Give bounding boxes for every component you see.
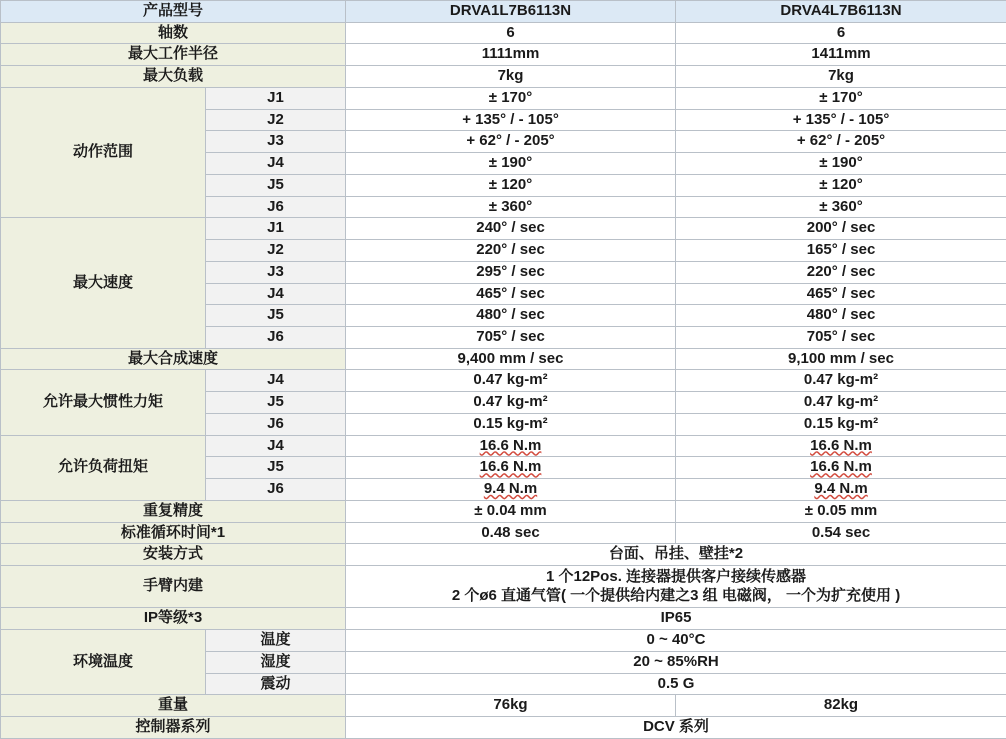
row-value-max-radius-1: 1111mm xyxy=(346,44,676,66)
sub-label-humidity: 湿度 xyxy=(206,651,346,673)
repeatability-model2: ± 0.05 mm xyxy=(676,500,1006,522)
weight-model2: 82kg xyxy=(676,695,1006,717)
environment-temperature-value: 0 ~ 40°C xyxy=(346,630,1006,652)
speed-j2-model2: 165° / sec xyxy=(676,240,1006,262)
row-label-ip-rating: IP等级*3 xyxy=(1,608,346,630)
speed-j4-model1: 465° / sec xyxy=(346,283,676,305)
table-row xyxy=(1,717,1006,739)
inertia-j5-model1: 0.47 kg-m² xyxy=(346,392,676,414)
table-row xyxy=(1,348,1006,370)
row-label-cycle-time: 标准循环时间*1 xyxy=(1,522,346,544)
row-value-max-radius-2: 1411mm xyxy=(676,44,1006,66)
table-row xyxy=(1,66,1006,88)
inertia-j6-model1: 0.15 kg-m² xyxy=(346,413,676,435)
weight-model1: 76kg xyxy=(346,695,676,717)
row-label-arm-builtin: 手臂内建 xyxy=(1,566,346,608)
table-row xyxy=(1,566,1006,608)
group-label-max-speed: 最大速度 xyxy=(1,218,206,348)
environment-vibration-value: 0.5 G xyxy=(346,673,1006,695)
sub-label-speed-j1: J1 xyxy=(206,218,346,240)
repeatability-model1: ± 0.04 mm xyxy=(346,500,676,522)
row-value-max-payload-1: 7kg xyxy=(346,66,676,88)
speed-j5-model2: 480° / sec xyxy=(676,305,1006,327)
header-model-2: DRVA4L7B6113N xyxy=(676,1,1006,23)
row-label-composite-speed: 最大合成速度 xyxy=(1,348,346,370)
table-row xyxy=(1,22,1006,44)
composite-speed-model2: 9,100 mm / sec xyxy=(676,348,1006,370)
row-value-axes-2: 6 xyxy=(676,22,1006,44)
speed-j6-model2: 705° / sec xyxy=(676,327,1006,349)
row-label-mounting: 安装方式 xyxy=(1,544,346,566)
row-label-max-radius: 最大工作半径 xyxy=(1,44,346,66)
speed-j5-model1: 480° / sec xyxy=(346,305,676,327)
sub-label-motion-j6: J6 xyxy=(206,196,346,218)
table-row xyxy=(1,695,1006,717)
speed-j4-model2: 465° / sec xyxy=(676,283,1006,305)
controller-value: DCV 系列 xyxy=(346,717,1006,739)
table-row xyxy=(1,370,1006,392)
row-label-controller: 控制器系列 xyxy=(1,717,346,739)
table-row xyxy=(1,435,1006,457)
torque-j4-model2: 16.6 N.m xyxy=(676,435,1006,457)
torque-j6-model1: 9.4 N.m xyxy=(346,479,676,501)
sub-label-inertia-j6: J6 xyxy=(206,413,346,435)
motion-j1-model2: ± 170° xyxy=(676,87,1006,109)
speed-j6-model1: 705° / sec xyxy=(346,327,676,349)
sub-label-motion-j1: J1 xyxy=(206,87,346,109)
row-label-max-payload: 最大负载 xyxy=(1,66,346,88)
sub-label-torque-j6: J6 xyxy=(206,479,346,501)
sub-label-speed-j3: J3 xyxy=(206,261,346,283)
motion-j2-model2: + 135° / - 105° xyxy=(676,109,1006,131)
row-label-weight: 重量 xyxy=(1,695,346,717)
sub-label-speed-j6: J6 xyxy=(206,327,346,349)
row-label-axes: 轴数 xyxy=(1,22,346,44)
sub-label-speed-j4: J4 xyxy=(206,283,346,305)
motion-j6-model2: ± 360° xyxy=(676,196,1006,218)
speed-j3-model2: 220° / sec xyxy=(676,261,1006,283)
table-row xyxy=(1,522,1006,544)
sub-label-temperature: 温度 xyxy=(206,630,346,652)
sub-label-speed-j2: J2 xyxy=(206,240,346,262)
group-label-max-torque: 允许负荷扭矩 xyxy=(1,435,206,500)
group-label-motion-range: 动作范围 xyxy=(1,87,206,217)
torque-j6-model2: 9.4 N.m xyxy=(676,479,1006,501)
cycle-time-model2: 0.54 sec xyxy=(676,522,1006,544)
arm-builtin-line2: 2 个ø6 直通气管( 一个提供给内建之3 组 电磁阀， 一个为扩充使用 ) xyxy=(451,586,901,604)
ip-rating-value: IP65 xyxy=(346,608,1006,630)
arm-builtin-value xyxy=(346,566,1006,608)
table-row xyxy=(1,87,1006,109)
motion-j5-model1: ± 120° xyxy=(346,174,676,196)
inertia-j5-model2: 0.47 kg-m² xyxy=(676,392,1006,414)
sub-label-speed-j5: J5 xyxy=(206,305,346,327)
motion-j3-model1: + 62° / - 205° xyxy=(346,131,676,153)
torque-j5-model1: 16.6 N.m xyxy=(346,457,676,479)
row-value-axes-1: 6 xyxy=(346,22,676,44)
table-row xyxy=(1,630,1006,652)
speed-j3-model1: 295° / sec xyxy=(346,261,676,283)
motion-j6-model1: ± 360° xyxy=(346,196,676,218)
header-model-1: DRVA1L7B6113N xyxy=(346,1,676,23)
mounting-value: 台面、吊挂、壁挂*2 xyxy=(346,544,1006,566)
motion-j3-model2: + 62° / - 205° xyxy=(676,131,1006,153)
speed-j1-model1: 240° / sec xyxy=(346,218,676,240)
motion-j5-model2: ± 120° xyxy=(676,174,1006,196)
table-header-row xyxy=(1,1,1006,23)
sub-label-inertia-j4: J4 xyxy=(206,370,346,392)
speed-j1-model2: 200° / sec xyxy=(676,218,1006,240)
sub-label-motion-j2: J2 xyxy=(206,109,346,131)
arm-builtin-line1: 1 个12Pos. 连接器提供客户接续传感器 xyxy=(545,568,807,586)
header-label-cell: 产品型号 xyxy=(1,1,346,23)
table-row xyxy=(1,44,1006,66)
sub-label-motion-j5: J5 xyxy=(206,174,346,196)
row-value-max-payload-2: 7kg xyxy=(676,66,1006,88)
table-row xyxy=(1,544,1006,566)
inertia-j4-model2: 0.47 kg-m² xyxy=(676,370,1006,392)
motion-j2-model1: + 135° / - 105° xyxy=(346,109,676,131)
table-row xyxy=(1,218,1006,240)
table-row xyxy=(1,500,1006,522)
environment-humidity-value: 20 ~ 85%RH xyxy=(346,651,1006,673)
torque-j4-model1: 16.6 N.m xyxy=(346,435,676,457)
group-label-environment: 环境温度 xyxy=(1,630,206,695)
speed-j2-model1: 220° / sec xyxy=(346,240,676,262)
sub-label-motion-j3: J3 xyxy=(206,131,346,153)
sub-label-inertia-j5: J5 xyxy=(206,392,346,414)
sub-label-motion-j4: J4 xyxy=(206,153,346,175)
composite-speed-model1: 9,400 mm / sec xyxy=(346,348,676,370)
sub-label-vibration: 震动 xyxy=(206,673,346,695)
motion-j1-model1: ± 170° xyxy=(346,87,676,109)
sub-label-torque-j4: J4 xyxy=(206,435,346,457)
cycle-time-model1: 0.48 sec xyxy=(346,522,676,544)
row-label-repeatability: 重复精度 xyxy=(1,500,346,522)
motion-j4-model2: ± 190° xyxy=(676,153,1006,175)
inertia-j4-model1: 0.47 kg-m² xyxy=(346,370,676,392)
motion-j4-model1: ± 190° xyxy=(346,153,676,175)
inertia-j6-model2: 0.15 kg-m² xyxy=(676,413,1006,435)
group-label-max-inertia: 允许最大惯性力矩 xyxy=(1,370,206,435)
table-row xyxy=(1,608,1006,630)
torque-j5-model2: 16.6 N.m xyxy=(676,457,1006,479)
sub-label-torque-j5: J5 xyxy=(206,457,346,479)
